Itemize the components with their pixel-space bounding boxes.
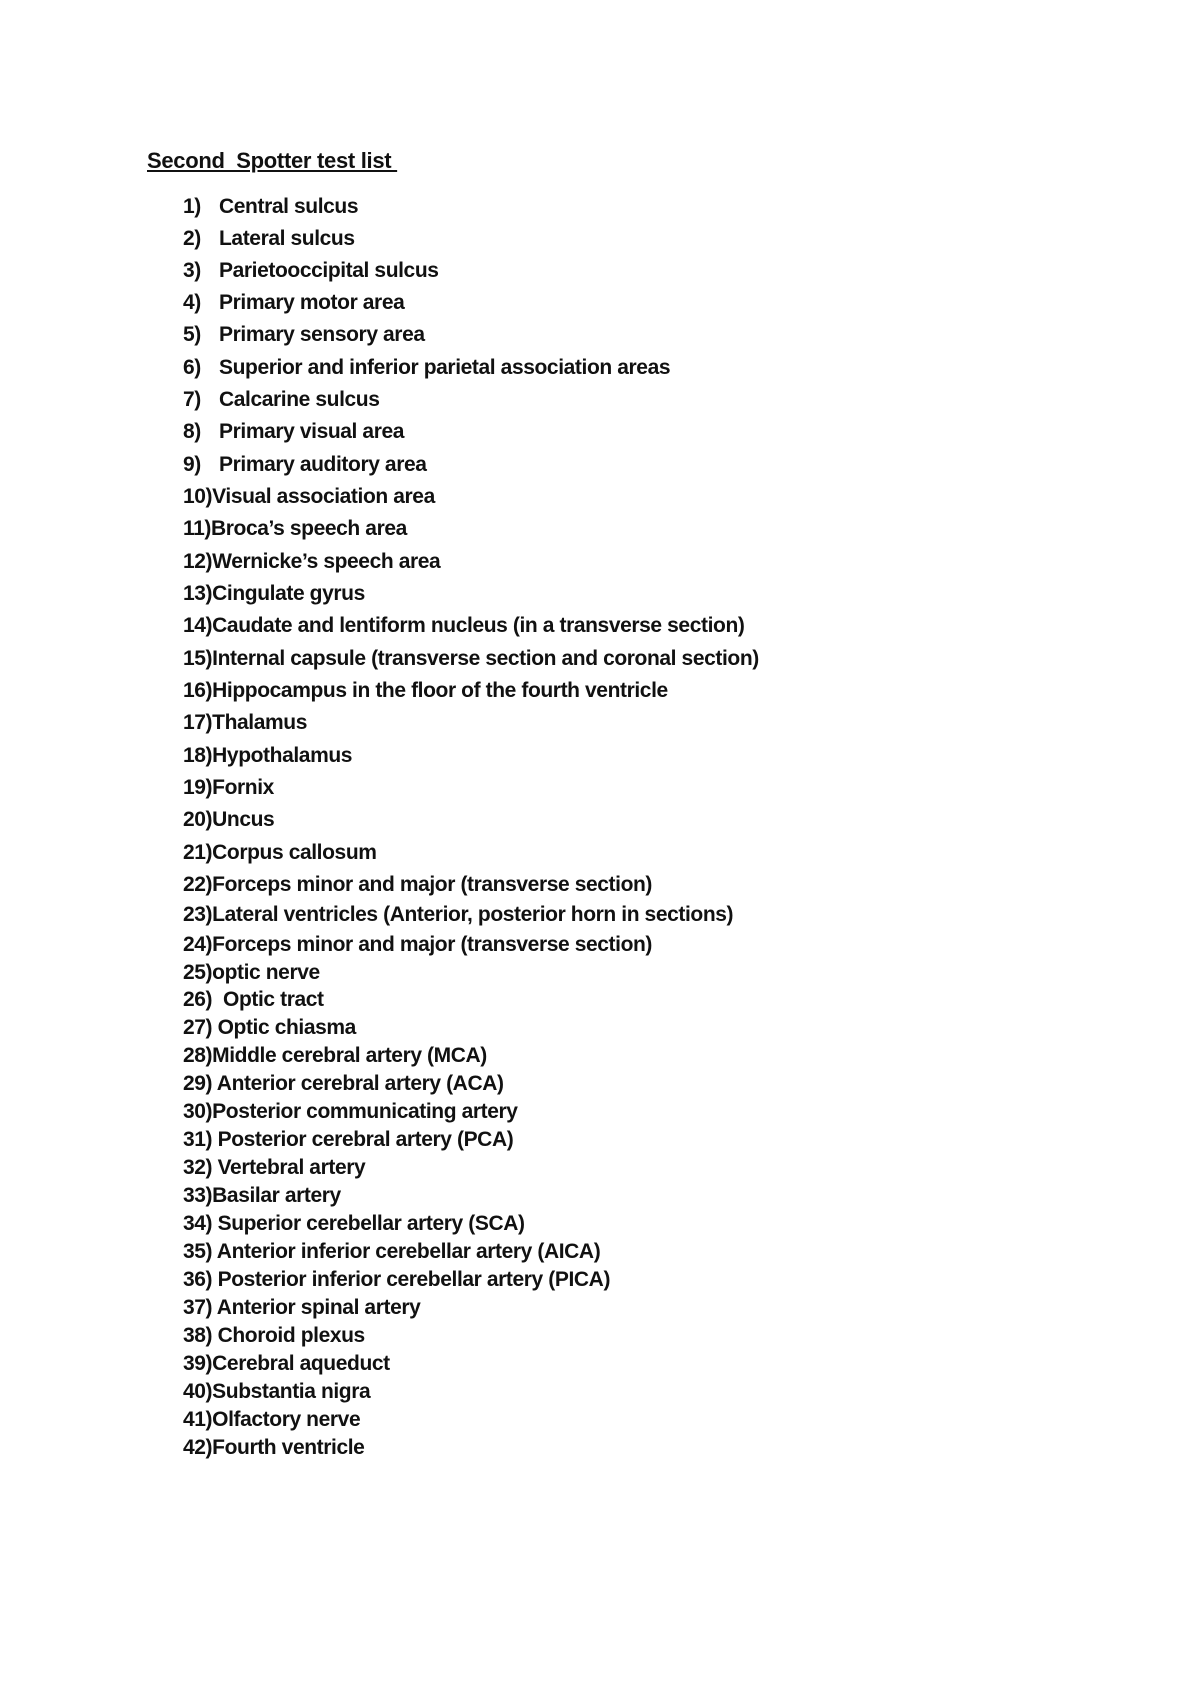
list-item-number: 36) [183,1268,213,1291]
list-item-number: 24) [183,933,213,956]
list-item-number: 15) [183,647,213,670]
list-item-number: 21) [183,841,213,864]
list-item-number: 13) [183,582,213,605]
list-item [183,986,324,1014]
list-item-label: Central sulcus [219,195,359,218]
list-item-number: 1) [183,195,201,218]
list-item-number: 9) [183,453,201,476]
list-item [183,1322,365,1350]
list-item-number: 17) [183,711,213,734]
list-item [183,1266,610,1294]
list-item [183,1210,525,1238]
list-item-label: Choroid plexus [212,1324,365,1347]
list-item [183,931,652,959]
list-item-label: optic nerve [212,961,320,984]
list-item-label: Primary auditory area [219,453,427,476]
list-item [183,548,440,576]
list-item-label: Posterior communicating artery [212,1100,518,1123]
list-item-number: 4) [183,291,201,314]
list-item-label: Parietooccipital sulcus [219,259,439,282]
list-item-number: 12) [183,550,213,573]
list-item-label: Hippocampus in the floor of the fourth ventricle [212,679,668,702]
list-item-number: 25) [183,961,213,984]
list-item [183,257,439,285]
list-item-label: Visual association area [212,485,435,508]
list-item [183,289,404,317]
list-item [183,321,425,349]
list-item-label: Broca’s speech area [211,517,407,540]
list-item [183,774,274,802]
list-item [183,806,274,834]
list-item-number: 38) [183,1324,213,1347]
list-item-label: Wernicke’s speech area [212,550,441,573]
list-item [183,1238,600,1266]
list-item-label: Posterior inferior cerebellar artery (PICA) [212,1268,611,1291]
list-item-label: Primary motor area [219,291,405,314]
list-item-number: 19) [183,776,213,799]
list-item [183,1126,513,1154]
list-item-number: 29) [183,1072,213,1095]
list-item [183,1098,518,1126]
list-item-label: Anterior inferior cerebellar artery (AICA) [212,1240,601,1263]
list-item-number: 40) [183,1380,213,1403]
list-item-label: Vertebral artery [212,1156,366,1179]
list-item [183,515,407,543]
list-item-number: 33) [183,1184,213,1207]
list-item-number: 2) [183,227,201,250]
list-item-number: 31) [183,1128,213,1151]
list-item-label: Cerebral aqueduct [212,1352,390,1375]
list-item-number: 27) [183,1016,213,1039]
list-item-label: Posterior cerebral artery (PCA) [212,1128,514,1151]
list-item-number: 42) [183,1436,213,1459]
list-item-number: 18) [183,744,213,767]
list-item-number: 39) [183,1352,213,1375]
list-item-number: 37) [183,1296,213,1319]
list-item [183,645,759,673]
list-item-label: Uncus [212,808,275,831]
list-item [183,193,358,221]
list-item-label: Forceps minor and major (transverse section) [212,873,653,896]
list-item-number: 34) [183,1212,213,1235]
list-item-label: Optic tract [212,988,324,1011]
list-item [183,1434,364,1462]
list-item [183,1070,504,1098]
list-item [183,1294,420,1322]
list-item [183,677,668,705]
list-item-label: Optic chiasma [212,1016,356,1039]
list-item-number: 30) [183,1100,213,1123]
list-item-number: 20) [183,808,213,831]
list-item-number: 26) [183,988,213,1011]
list-item-label: Caudate and lentiform nucleus (in a transverse section) [212,614,745,637]
list-item [183,451,427,479]
list-item [183,418,404,446]
list-item [183,1154,365,1182]
list-item [183,871,652,899]
list-item-label: Lateral ventricles (Anterior, posterior horn in sections) [212,903,734,926]
list-item [183,354,670,382]
list-item-label: Olfactory nerve [212,1408,361,1431]
list-item-label: Corpus callosum [212,841,377,864]
list-item [183,580,365,608]
list-item-label: Internal capsule (transverse section and coronal section) [212,647,759,670]
list-item-number: 5) [183,323,201,346]
list-item [183,1378,370,1406]
list-item [183,386,380,414]
list-item-label: Substantia nigra [212,1380,371,1403]
list-item [183,1406,360,1434]
list-item-number: 6) [183,356,201,379]
list-item [183,1042,487,1070]
list-item-number: 28) [183,1044,213,1067]
list-item [183,1014,356,1042]
list-item-number: 3) [183,259,201,282]
list-item [183,1182,341,1210]
list-item-number: 23) [183,903,213,926]
list-item-number: 35) [183,1240,213,1263]
list-item-label: Primary sensory area [219,323,425,346]
list-item-label: Thalamus [212,711,307,734]
list-item-number: 22) [183,873,213,896]
list-item [183,901,733,929]
list-item [183,483,435,511]
list-item [183,612,744,640]
list-item-number: 7) [183,388,201,411]
list-item-label: Calcarine sulcus [219,388,380,411]
list-item-label: Middle cerebral artery (MCA) [212,1044,487,1067]
list-item-label: Fornix [212,776,274,799]
list-item [183,225,355,253]
list-item-number: 8) [183,420,201,443]
list-item [183,742,352,770]
list-item-number: 16) [183,679,213,702]
list-item-number: 10) [183,485,213,508]
list-item-label: Forceps minor and major (transverse section) [212,933,653,956]
list-item [183,709,307,737]
list-item-number: 11) [183,517,211,540]
list-item-label: Basilar artery [212,1184,341,1207]
list-item-label: Anterior cerebral artery (ACA) [212,1072,504,1095]
list-item-label: Fourth ventricle [212,1436,365,1459]
list-item-label: Hypothalamus [212,744,353,767]
list-item-label: Cingulate gyrus [212,582,365,605]
list-item [183,839,377,867]
list-item [183,1350,390,1378]
list-item-number: 32) [183,1156,213,1179]
list-item-number: 41) [183,1408,213,1431]
list-item-label: Anterior spinal artery [212,1296,421,1319]
list-item-label: Lateral sulcus [219,227,355,250]
list-item-label: Superior cerebellar artery (SCA) [212,1212,525,1235]
list-item [183,959,320,987]
list-item-number: 14) [183,614,213,637]
list-item-label: Primary visual area [219,420,405,443]
page-title: Second Spotter test list [147,148,398,173]
list-item-label: Superior and inferior parietal association areas [219,356,671,379]
